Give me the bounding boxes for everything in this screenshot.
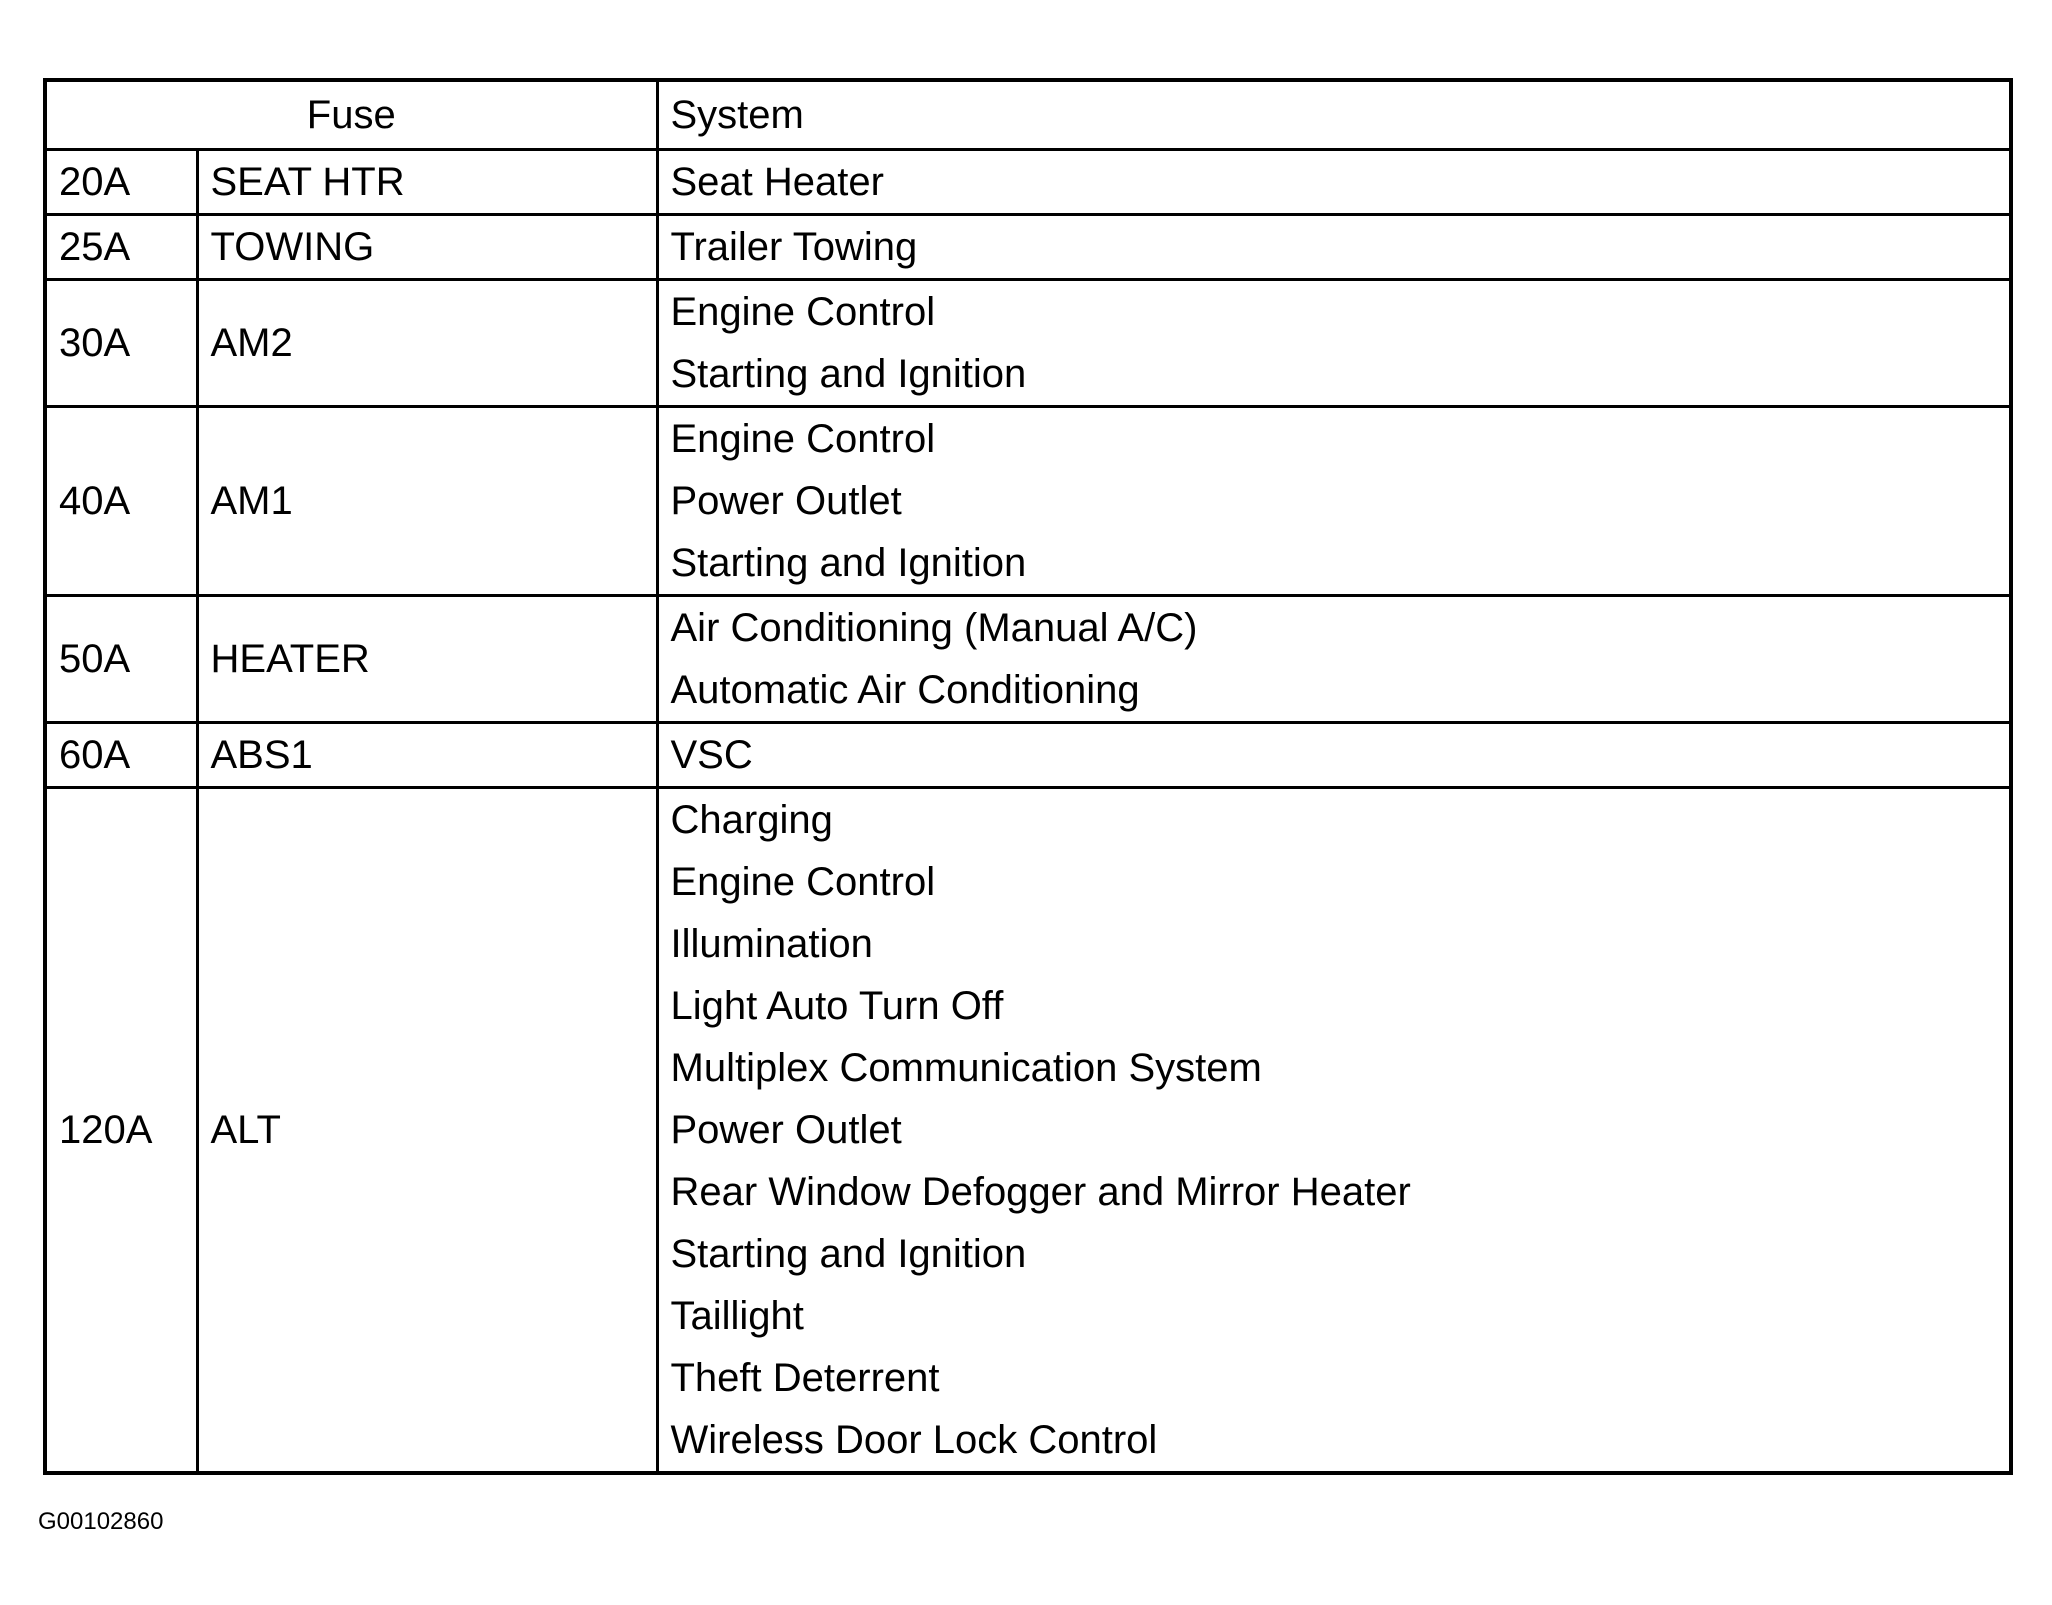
system-item: Starting and Ignition: [670, 352, 1027, 396]
fuse-amperage-cell: 25A: [45, 215, 197, 280]
system-list-cell: [657, 150, 2011, 215]
system-item: Wireless Door Lock Control: [670, 1418, 1158, 1462]
system-item: Trailer Towing: [670, 225, 918, 269]
fuse-amperage-cell: 20A: [45, 150, 197, 215]
system-item: Starting and Ignition: [670, 1232, 1027, 1276]
system-item: Taillight: [670, 1294, 804, 1338]
system-item: Illumination: [670, 922, 873, 966]
system-list-cell: [657, 596, 2011, 723]
system-list-cell: [657, 788, 2011, 1474]
fuse-system-table: [43, 78, 2013, 1475]
fuse-name-cell: TOWING: [197, 215, 657, 280]
system-list-cell: [657, 215, 2011, 280]
table-row: [45, 596, 2011, 723]
system-item: Starting and Ignition: [670, 541, 1027, 585]
table-row: [45, 723, 2011, 788]
table-row: [45, 788, 2011, 1474]
fuse-amperage-cell: 30A: [45, 280, 197, 407]
fuse-name-cell: ALT: [197, 788, 657, 1474]
fuse-table-body: [45, 150, 2011, 1474]
system-list-cell: [657, 280, 2011, 407]
system-item: Engine Control: [670, 290, 936, 334]
system-item: Rear Window Defogger and Mirror Heater: [670, 1170, 1411, 1214]
table-row: [45, 215, 2011, 280]
system-item: Power Outlet: [670, 1108, 902, 1152]
system-list-cell: [657, 723, 2011, 788]
fuse-amperage-cell: 120A: [45, 788, 197, 1474]
system-item: Multiplex Communication System: [670, 1046, 1262, 1090]
fuse-name-cell: AM1: [197, 407, 657, 596]
fuse-column-header: Fuse: [45, 80, 657, 150]
table-row: [45, 280, 2011, 407]
fuse-name-cell: HEATER: [197, 596, 657, 723]
system-item: Air Conditioning (Manual A/C): [670, 606, 1198, 650]
figure-code: G00102860: [38, 1508, 164, 1535]
system-item: Light Auto Turn Off: [670, 984, 1004, 1028]
table-header-row: [45, 80, 2011, 150]
system-item: Automatic Air Conditioning: [670, 668, 1140, 712]
table-row: [45, 150, 2011, 215]
fuse-amperage-cell: 60A: [45, 723, 197, 788]
system-item: Charging: [670, 798, 833, 842]
system-item: Theft Deterrent: [670, 1356, 940, 1400]
system-item: Power Outlet: [670, 479, 902, 523]
system-item: Engine Control: [670, 860, 936, 904]
fuse-amperage-cell: 50A: [45, 596, 197, 723]
system-item: Seat Heater: [670, 160, 884, 204]
fuse-name-cell: ABS1: [197, 723, 657, 788]
fuse-name-cell: AM2: [197, 280, 657, 407]
fuse-name-cell: SEAT HTR: [197, 150, 657, 215]
system-column-header: System: [657, 80, 2011, 150]
fuse-amperage-cell: 40A: [45, 407, 197, 596]
system-item: Engine Control: [670, 417, 936, 461]
table-row: [45, 407, 2011, 596]
system-item: VSC: [670, 733, 753, 777]
system-list-cell: [657, 407, 2011, 596]
